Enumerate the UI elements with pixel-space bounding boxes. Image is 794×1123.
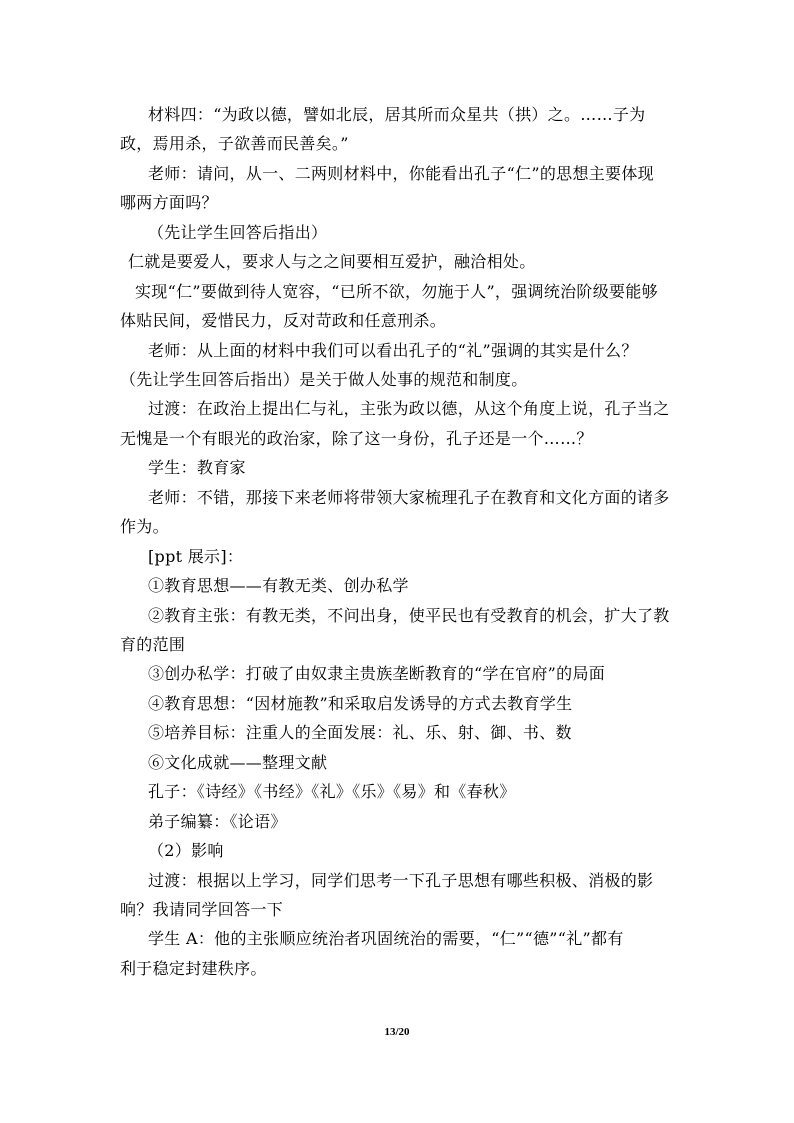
text-line: 老师：请问，从一、二两则材料中，你能看出孔子“仁”的思想主要体现 [148,164,654,183]
text-line: 哪两方面吗？ [120,193,218,212]
text-line: ⑥文化成就——整理文献 [148,753,328,772]
text-line: ⑤培养目标：注重人的全面发展：礼、乐、射、御、书、数 [148,723,572,742]
text-line: （先让学生回答后指出） [148,223,328,242]
text-line: 材料四：“为政以德，譬如北辰，居其所而众星共（拱）之。……子为 [148,105,646,124]
text-line: （先让学生回答后指出）是关于做人处事的规范和制度。 [120,370,528,389]
text-line: 政，焉用杀，子欲善而民善矣。” [120,134,349,153]
text-line: 学生 A：他的主张顺应统治者巩固统治的需要，“仁”“德”“礼”都有 [148,929,624,948]
section-heading: （2）影响 [148,841,224,860]
text-line: 弟子编纂：《论语》 [148,812,287,831]
text-line: 老师：不错，那接下来老师将带领大家梳理孔子在教育和文化方面的诸多 [148,488,670,507]
page-number: 13/20 [384,1026,410,1038]
text-line: ③创办私学：打破了由奴隶主贵族垄断教育的“学在官府”的局面 [148,664,606,683]
text-line: 孔子：《诗经》《书经》《礼》《乐》《易》和《春秋》 [148,782,516,801]
text-line: 过渡：根据以上学习，同学们思考一下孔子思想有哪些积极、消极的影 [148,871,654,890]
text-line: 老师：从上面的材料中我们可以看出孔子的“礼”强调的其实是什么？ [148,341,638,360]
text-line: 学生：教育家 [148,458,246,477]
text-line: 作为。 [120,517,169,536]
text-line: 育的范围 [120,635,186,654]
text-line: 响？我请同学回答一下 [120,900,284,919]
text-line: ①教育思想——有教无类、创办私学 [148,576,409,595]
text-line: 体贴民间，爱惜民力，反对苛政和任意刑杀。 [120,311,447,330]
text-line: 无愧是一个有眼光的政治家，除了这一身份，孔子还是一个……？ [120,429,593,448]
text-line: [ppt 展示]： [148,547,244,566]
text-line: ④教育思想：“因材施教”和采取启发诱导的方式去教育学生 [148,694,573,713]
text-line: 利于稳定封建秩序。 [120,959,267,978]
text-line: ②教育主张：有教无类，不问出身，使平民也有受教育的机会，扩大了教 [148,606,670,625]
text-line: 过渡：在政治上提出仁与礼，主张为政以德，从这个角度上说，孔子当之 [148,399,670,418]
text-line: 仁就是要爱人，要求人与之之间要相互爱护，融洽相处。 [128,252,536,271]
text-line: 实现“仁”要做到待人宽容，“已所不欲，勿施于人”，强调统治阶级要能够 [135,282,658,301]
